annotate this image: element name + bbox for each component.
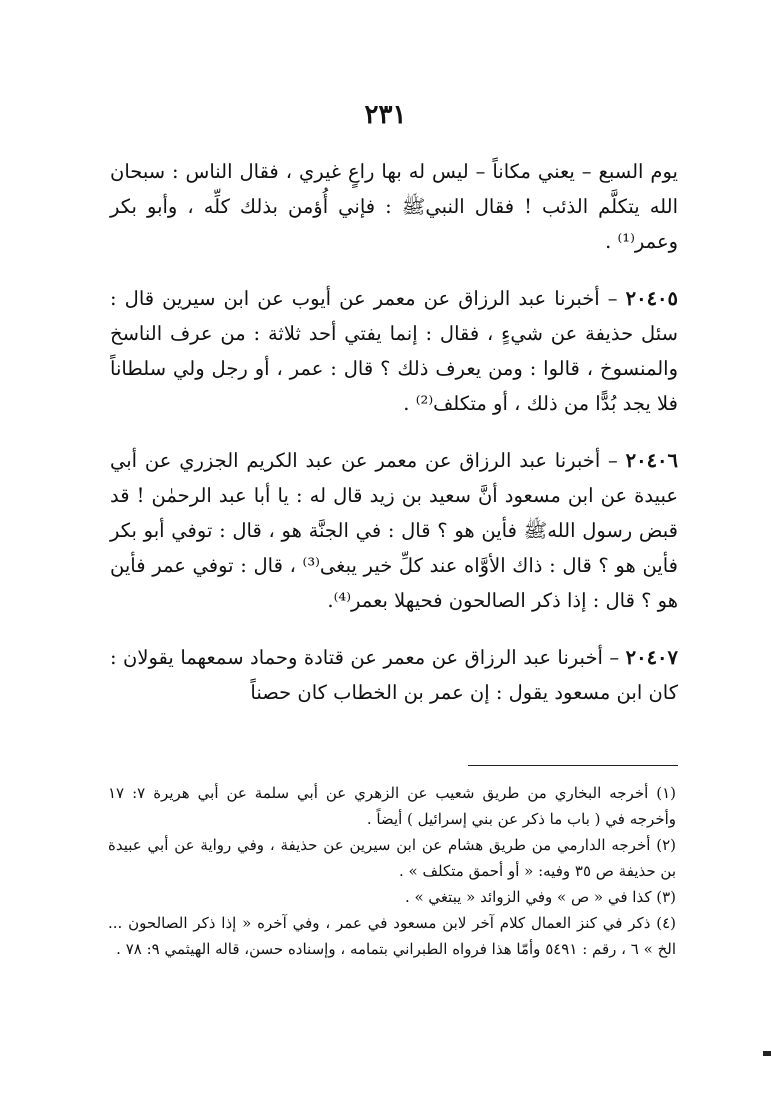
- footnote-1: (١) أخرجه البخاري من طريق شعيب عن الزهري عن أبي سلمة عن أبي هريرة ٧: ١٧ وأخرجه في ( باب ما ذكر عن بني إسرائيل ) أيضاً .: [108, 784, 677, 828]
- main-text: [110, 154, 678, 732]
- hadith-20406: [110, 443, 678, 618]
- hadith-text: – أخبرنا عبد الرزاق عن معمر عن عبد الكريم الجزري عن أبي عبيدة عن ابن مسعود أنَّ سعيد بن زيد قال له : يا أبا عبد الرحمٰن ! قد قبض رسول اللهﷺ فأين هو ؟ قال : في الجنَّة هو ، قال : توفي أبو بكر فأين هو ؟ قال : ذاك الأوَّاه عند كلِّ خير يبغى⁽³⁾ ، قال : توفي عمر فأين هو ؟ قال : إذا ذكر الصالحون فحيهلا بعمر⁽⁴⁾.: [110, 449, 678, 612]
- footnote-4: (٤) ذكر في كنز العمال كلام آخر لابن مسعود في عمر ، وفي آخره « إذا ذكر الصالحون ... الخ » ٦ ، رقم : ٥٤٩١ وأمّا هذا فرواه الطبراني بتمامه ، وإسناده حسن، قاله الهيثمي ٩: ٧٨ .: [108, 914, 676, 958]
- hadith-20405: [110, 281, 678, 421]
- footnote-separator: [468, 765, 678, 766]
- hadith-number: ٢٠٤٠٥: [625, 287, 678, 310]
- hadith-number: ٢٠٤٠٦: [625, 449, 678, 472]
- hadith-text: – أخبرنا عبد الرزاق عن معمر عن قتادة وحماد سمعهما يقولان : كان ابن مسعود يقول : إن عمر بن الخطاب كان حصناً: [110, 646, 678, 704]
- footnotes: [108, 780, 676, 962]
- page-edge-mark: [763, 1051, 771, 1056]
- footnote-2: (٢) أخرجه الدارمي من طريق هشام عن ابن سيرين عن حذيفة ، وفي رواية عن أبي عبيدة بن حذيفة ص ٣٥ وفيه: « أو أحمق متكلف » .: [108, 836, 676, 880]
- paragraph-text: يوم السبع – يعني مكاناً – ليس له بها راعٍ غيري ، فقال الناس : سبحان الله يتكلَّم الذئب ! فقال النبيﷺ : فإني أُؤمن بذلك كلِّه ، وأبو بكر وعمر⁽¹⁾ .: [110, 160, 678, 253]
- paragraph-continuation: [110, 154, 678, 259]
- page-number: ٢٣١: [364, 100, 407, 130]
- hadith-20407: [110, 640, 678, 710]
- hadith-text: – أخبرنا عبد الرزاق عن معمر عن أيوب عن ابن سيرين قال : سئل حذيفة عن شيءٍ ، فقال : إنما يفتي أحد ثلاثة : من عرف الناسخ والمنسوخ ، قالوا : ومن يعرف ذلك ؟ قال : عمر ، أو رجل ولي سلطاناً فلا يجد بُدًّا من ذلك ، أو متكلف⁽²⁾ .: [110, 287, 678, 415]
- footnote-3: (٣) كذا في « ص » وفي الزوائد « يبتغي » .: [404, 888, 676, 906]
- hadith-number: ٢٠٤٠٧: [625, 646, 678, 669]
